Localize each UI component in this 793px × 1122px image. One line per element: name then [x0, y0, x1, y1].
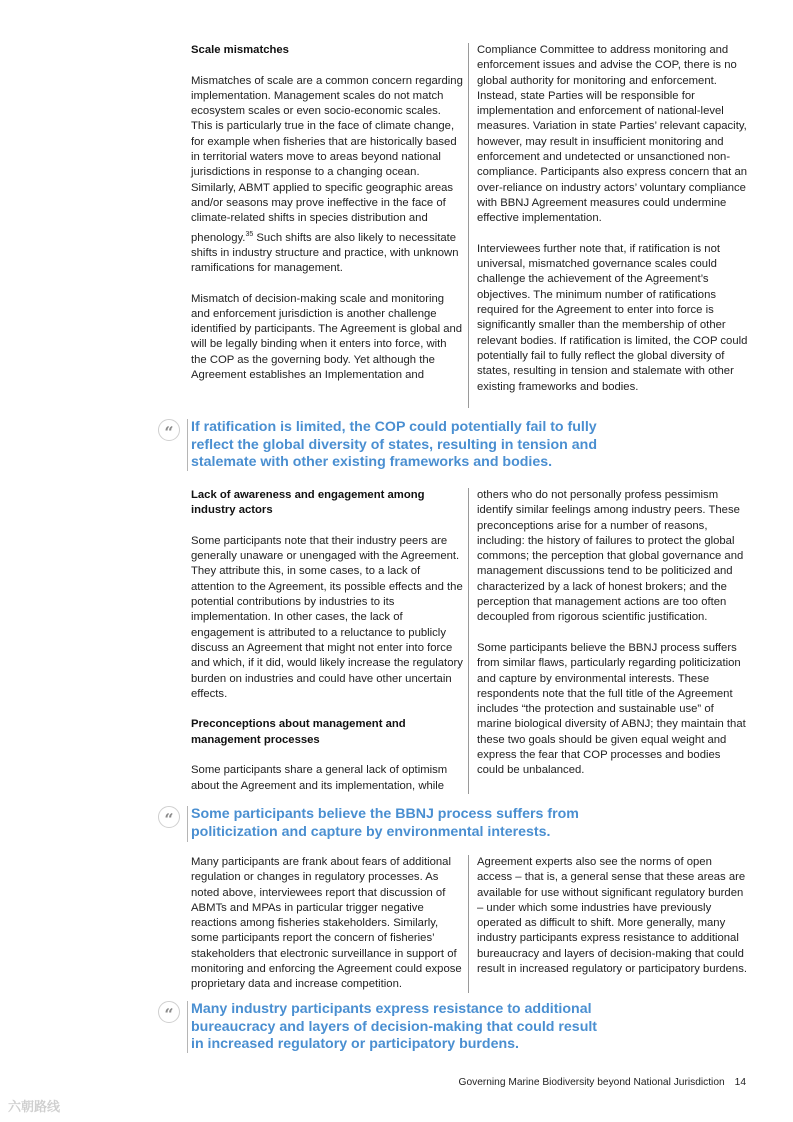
section3-left-column [191, 855, 463, 993]
section3-right-column [477, 855, 749, 977]
section2-right-column [477, 488, 749, 779]
footer-title: Governing Marine Biodiversity beyond National Jurisdiction [458, 1077, 725, 1088]
quote-icon: “ [158, 419, 180, 441]
body-paragraph: Agreement experts also see the norms of open access – that is, a general sense that these areas are available for use without significant regulatory burden – under which some industries have previously operated as difficult to shift. More generally, many industry participants express resistance to additional bureaucracy and layers of decision-making that could result in increased regulatory or participatory burdens. [477, 856, 748, 976]
page-number: 14 [734, 1077, 746, 1088]
pull-quote-text: Many industry participants express resistance to additional bureaucracy and layers of decision-making that could result in increased regulatory or participatory burdens. [191, 1001, 598, 1052]
pull-quote-text: If ratification is limited, the COP could potentially fail to fully reflect the global diversity of states, resulting in tension and stalemate with other existing frameworks and bodies. [191, 419, 597, 470]
pull-quote [158, 1001, 618, 1053]
page-footer [459, 1077, 746, 1088]
watermark: 六朝路线 [8, 1099, 61, 1114]
footnote-ref[interactable]: 35 [245, 230, 254, 238]
pull-quote-text: Some participants believe the BBNJ process suffers from politicization and capture by environmental interests. [191, 806, 579, 840]
body-paragraph: Many participants are frank about fears of additional regulation or changes in regulatory processes. As noted above, interviewees report that discussion of ABMTs and MPAs in particular trigger negative reactions among fisheries stakeholders. Similarly, some participants report the concern of fisheries’ stakeholders that electronic surveillance in support of monitoring and enforcing the Agreement could expose proprietary data and increase competition. [191, 856, 462, 991]
body-paragraph: Compliance Committee to address monitoring and enforcement issues and advise the COP, there is no global authority for monitoring and enforcement. Instead, state Parties will be responsible for implementation and enforcement of national-level measures. Variation in state Parties’ relevant capacity, however, may result in insufficient monitoring and enforcement and undetected or unsanctioned non-compliance. Participants also express concern that an over-reliance on industry actors’ voluntary compliance with BBNJ Agreement measures could undermine effective implementation. [477, 44, 748, 225]
scale-mismatches-heading: Scale mismatches [191, 44, 289, 56]
quote-bar [187, 1001, 188, 1053]
pull-quote [158, 419, 618, 471]
body-paragraph: others who do not personally profess pessimism identify similar feelings among industry peers. These preconceptions arise for a number of reasons, including: the history of failures to protect the global commons; the perception that global governance and management discussions tend to be politicized and characterized by a lack of honest brokers; and the perception that management actions are too often decoupled from rigorous scientific justification. [477, 489, 744, 624]
lack-of-awareness-heading: Lack of awareness and engagement among industry actors [191, 489, 425, 517]
section2-left-column [191, 488, 463, 794]
preconceptions-heading: Preconceptions about management and management processes [191, 718, 406, 746]
pull-quote [158, 806, 618, 842]
column-divider [468, 488, 469, 794]
body-paragraph: Mismatches of scale are a common concern regarding implementation. Management scales do not match ecosystem scales or even socio-economic scales. This is particularly true in the face of climate change, for example when fisheries that are historically based in territorial waters move to areas beyond national jurisdictions in response to a changing ocean. Similarly, ABMT applied to specific geographic areas and/or seasons may prove ineffective in the face of climate-related shifts in species distribution and phenology.$^{35}$ Such shifts are also likely to necessitate shifts in industry structure and practice, with unknown ramifications for management. [191, 74, 463, 274]
column-divider [468, 855, 469, 993]
body-paragraph: Mismatch of decision-making scale and monitoring and enforcement jurisdiction is another challenge identified by participants. The Agreement is global and will be legally binding when it enters into force, with the COP as the governing body. Yet although the Agreement establishes an Implementation and [191, 292, 463, 381]
body-paragraph: Interviewees further note that, if ratification is not universal, mismatched governance scales could challenge the achievement of the Agreement’s objectives. The minimum number of ratifications required for the Agreement to enter into force is significantly smaller than the membership of other relevant bodies. If ratification is limited, the COP could potentially fail to fully reflect the global diversity of states, resulting in tension and stalemate with other existing frameworks and bodies. [477, 242, 748, 393]
quote-icon: “ [158, 1001, 180, 1023]
quote-icon: “ [158, 806, 180, 828]
section1-left-column [191, 43, 463, 383]
quote-bar [187, 419, 188, 471]
body-paragraph: Some participants share a general lack of optimism about the Agreement and its implementation, while [191, 764, 448, 792]
body-paragraph: Some participants believe the BBNJ process suffers from similar flaws, particularly regarding politicization and capture by environmental interests. These respondents note that the full title of the Agreement includes “the protection and sustainable use” of marine biological diversity of ABNJ; they maintain that these two goals should be given equal weight and express the fear that COP processes and bodies could be unbalanced. [477, 641, 746, 777]
section1-right-column [477, 43, 749, 395]
quote-bar [187, 806, 188, 842]
body-paragraph: Some participants note that their industry peers are generally unaware or unengaged with the Agreement. They attribute this, in some cases, to a lack of attention to the Agreement, its possible effects and the potential contributions by industries to its implementation. In other cases, the lack of engagement is attributed to a reluctance to publicly discuss an Agreement that might not enter into force and which, if it did, would likely increase the regulatory burden on industries and could have other uncertain effects. [191, 534, 463, 700]
column-divider [468, 43, 469, 408]
